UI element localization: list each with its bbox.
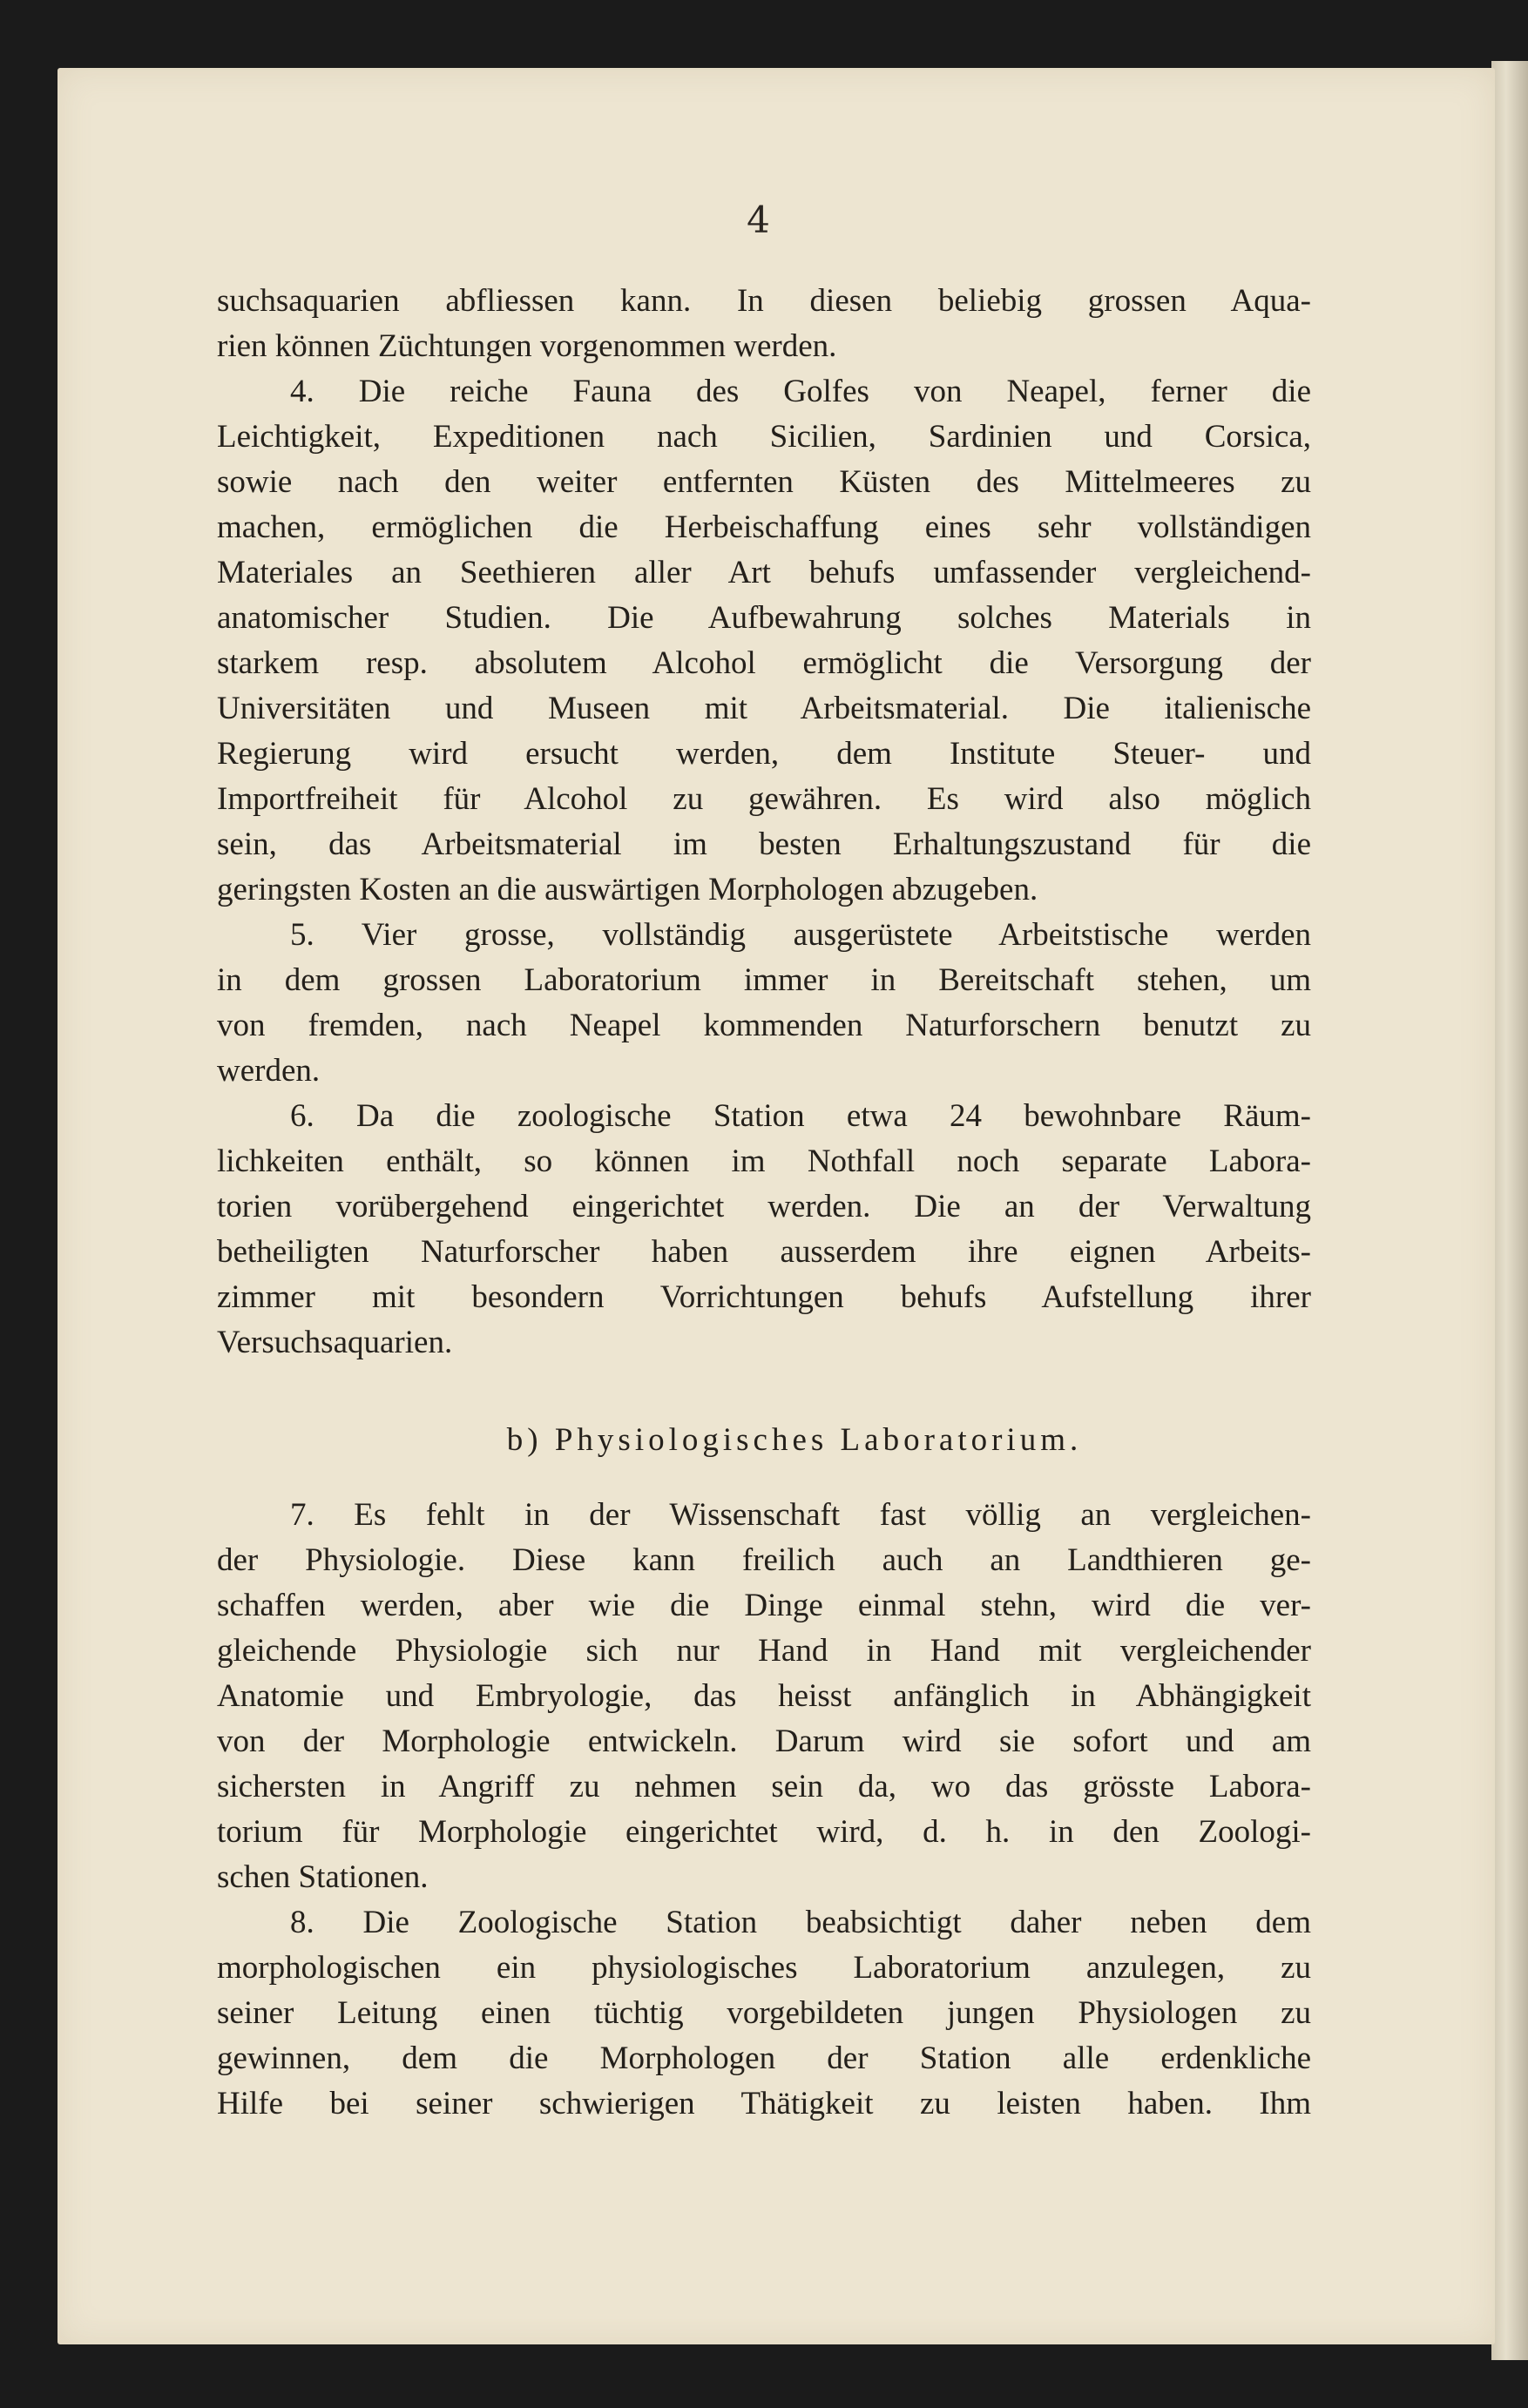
- text-line: morphologischen ein physiologisches Laboratorium anzulegen, zu: [217, 1950, 1311, 1986]
- page-edge: [1491, 61, 1528, 2360]
- text-line: schen Stationen.: [217, 1859, 429, 1895]
- text-line: rien können Züchtungen vorgenommen werden.: [217, 328, 837, 364]
- text-line: sichersten in Angriff zu nehmen sein da, wo das grösste Labora-: [217, 1769, 1311, 1804]
- text-line: anatomischer Studien. Die Aufbewahrung solches Materials in: [217, 600, 1311, 636]
- text-line: Regierung wird ersucht werden, dem Institute Steuer- und: [217, 736, 1311, 772]
- text-line: machen, ermöglichen die Herbeischaffung eines sehr vollständigen: [217, 509, 1311, 545]
- text-line: Hilfe bei seiner schwierigen Thätigkeit zu leisten haben. Ihm: [217, 2086, 1311, 2121]
- text-line: seiner Leitung einen tüchtig vorgebildeten jungen Physiologen zu: [217, 1995, 1311, 2031]
- text-line: der Physiologie. Diese kann freilich auch an Landthieren ge-: [217, 1542, 1311, 1578]
- text-line: torium für Morphologie eingerichtet wird, d. h. in den Zoologi-: [217, 1814, 1311, 1850]
- text-line: sein, das Arbeitsmaterial im besten Erhaltungszustand für die: [217, 826, 1311, 862]
- text-line: starkem resp. absolutem Alcohol ermöglicht die Versorgung der: [217, 645, 1311, 681]
- spacer: [217, 1463, 1311, 1493]
- text-line: Materiales an Seethieren aller Art behufs umfassender vergleichend-: [217, 555, 1311, 590]
- text-line: betheiligten Naturforscher haben ausserdem ihre eignen Arbeits-: [217, 1234, 1311, 1270]
- text-line: geringsten Kosten an die auswärtigen Morphologen abzugeben.: [217, 872, 1038, 907]
- spacer: [217, 1366, 1311, 1418]
- text-line: 6. Da die zoologische Station etwa 24 bewohnbare Räum-: [290, 1098, 1311, 1134]
- text-line: gleichende Physiologie sich nur Hand in Hand mit vergleichender: [217, 1633, 1311, 1669]
- text-line: 8. Die Zoologische Station beabsichtigt daher neben dem: [290, 1905, 1311, 1940]
- text-line: von fremden, nach Neapel kommenden Naturforschern benutzt zu: [217, 1008, 1311, 1043]
- text-line: werden.: [217, 1053, 321, 1089]
- text-line: lichkeiten enthält, so können im Nothfall noch separate Labora-: [217, 1143, 1311, 1179]
- body-text: [217, 279, 1311, 2127]
- text-line: Leichtigkeit, Expeditionen nach Sicilien, Sardinien und Corsica,: [217, 419, 1311, 455]
- text-line: gewinnen, dem die Morphologen der Station alle erdenkliche: [217, 2040, 1311, 2076]
- text-line: von der Morphologie entwickeln. Darum wird sie sofort und am: [217, 1723, 1311, 1759]
- text-line: in dem grossen Laboratorium immer in Bereitschaft stehen, um: [217, 962, 1311, 998]
- text-line: zimmer mit besondern Vorrichtungen behufs Aufstellung ihrer: [217, 1279, 1311, 1315]
- text-line: 7. Es fehlt in der Wissenschaft fast völlig an vergleichen-: [290, 1497, 1311, 1533]
- text-line: Universitäten und Museen mit Arbeitsmaterial. Die italienische: [217, 691, 1311, 726]
- text-line: schaffen werden, aber wie die Dinge einmal stehn, wird die ver-: [217, 1588, 1311, 1623]
- text-line: torien vorübergehend eingerichtet werden. Die an der Verwaltung: [217, 1189, 1311, 1224]
- section-heading: b) Physiologisches Laboratorium.: [506, 1422, 1083, 1458]
- text-line: suchsaquarien abfliessen kann. In diesen beliebig grossen Aqua-: [217, 283, 1311, 319]
- text-line: Anatomie und Embryologie, das heisst anfänglich in Abhängigkeit: [217, 1678, 1311, 1714]
- text-line: Versuchsaquarien.: [217, 1325, 453, 1360]
- text-line: Importfreiheit für Alcohol zu gewähren. Es wird also möglich: [217, 781, 1311, 817]
- text-line: 4. Die reiche Fauna des Golfes von Neapel, ferner die: [290, 374, 1311, 409]
- text-line: sowie nach den weiter entfernten Küsten des Mittelmeeres zu: [217, 464, 1311, 500]
- text-line: 5. Vier grosse, vollständig ausgerüstete Arbeitstische werden: [290, 917, 1311, 953]
- page-number: 4: [747, 199, 771, 241]
